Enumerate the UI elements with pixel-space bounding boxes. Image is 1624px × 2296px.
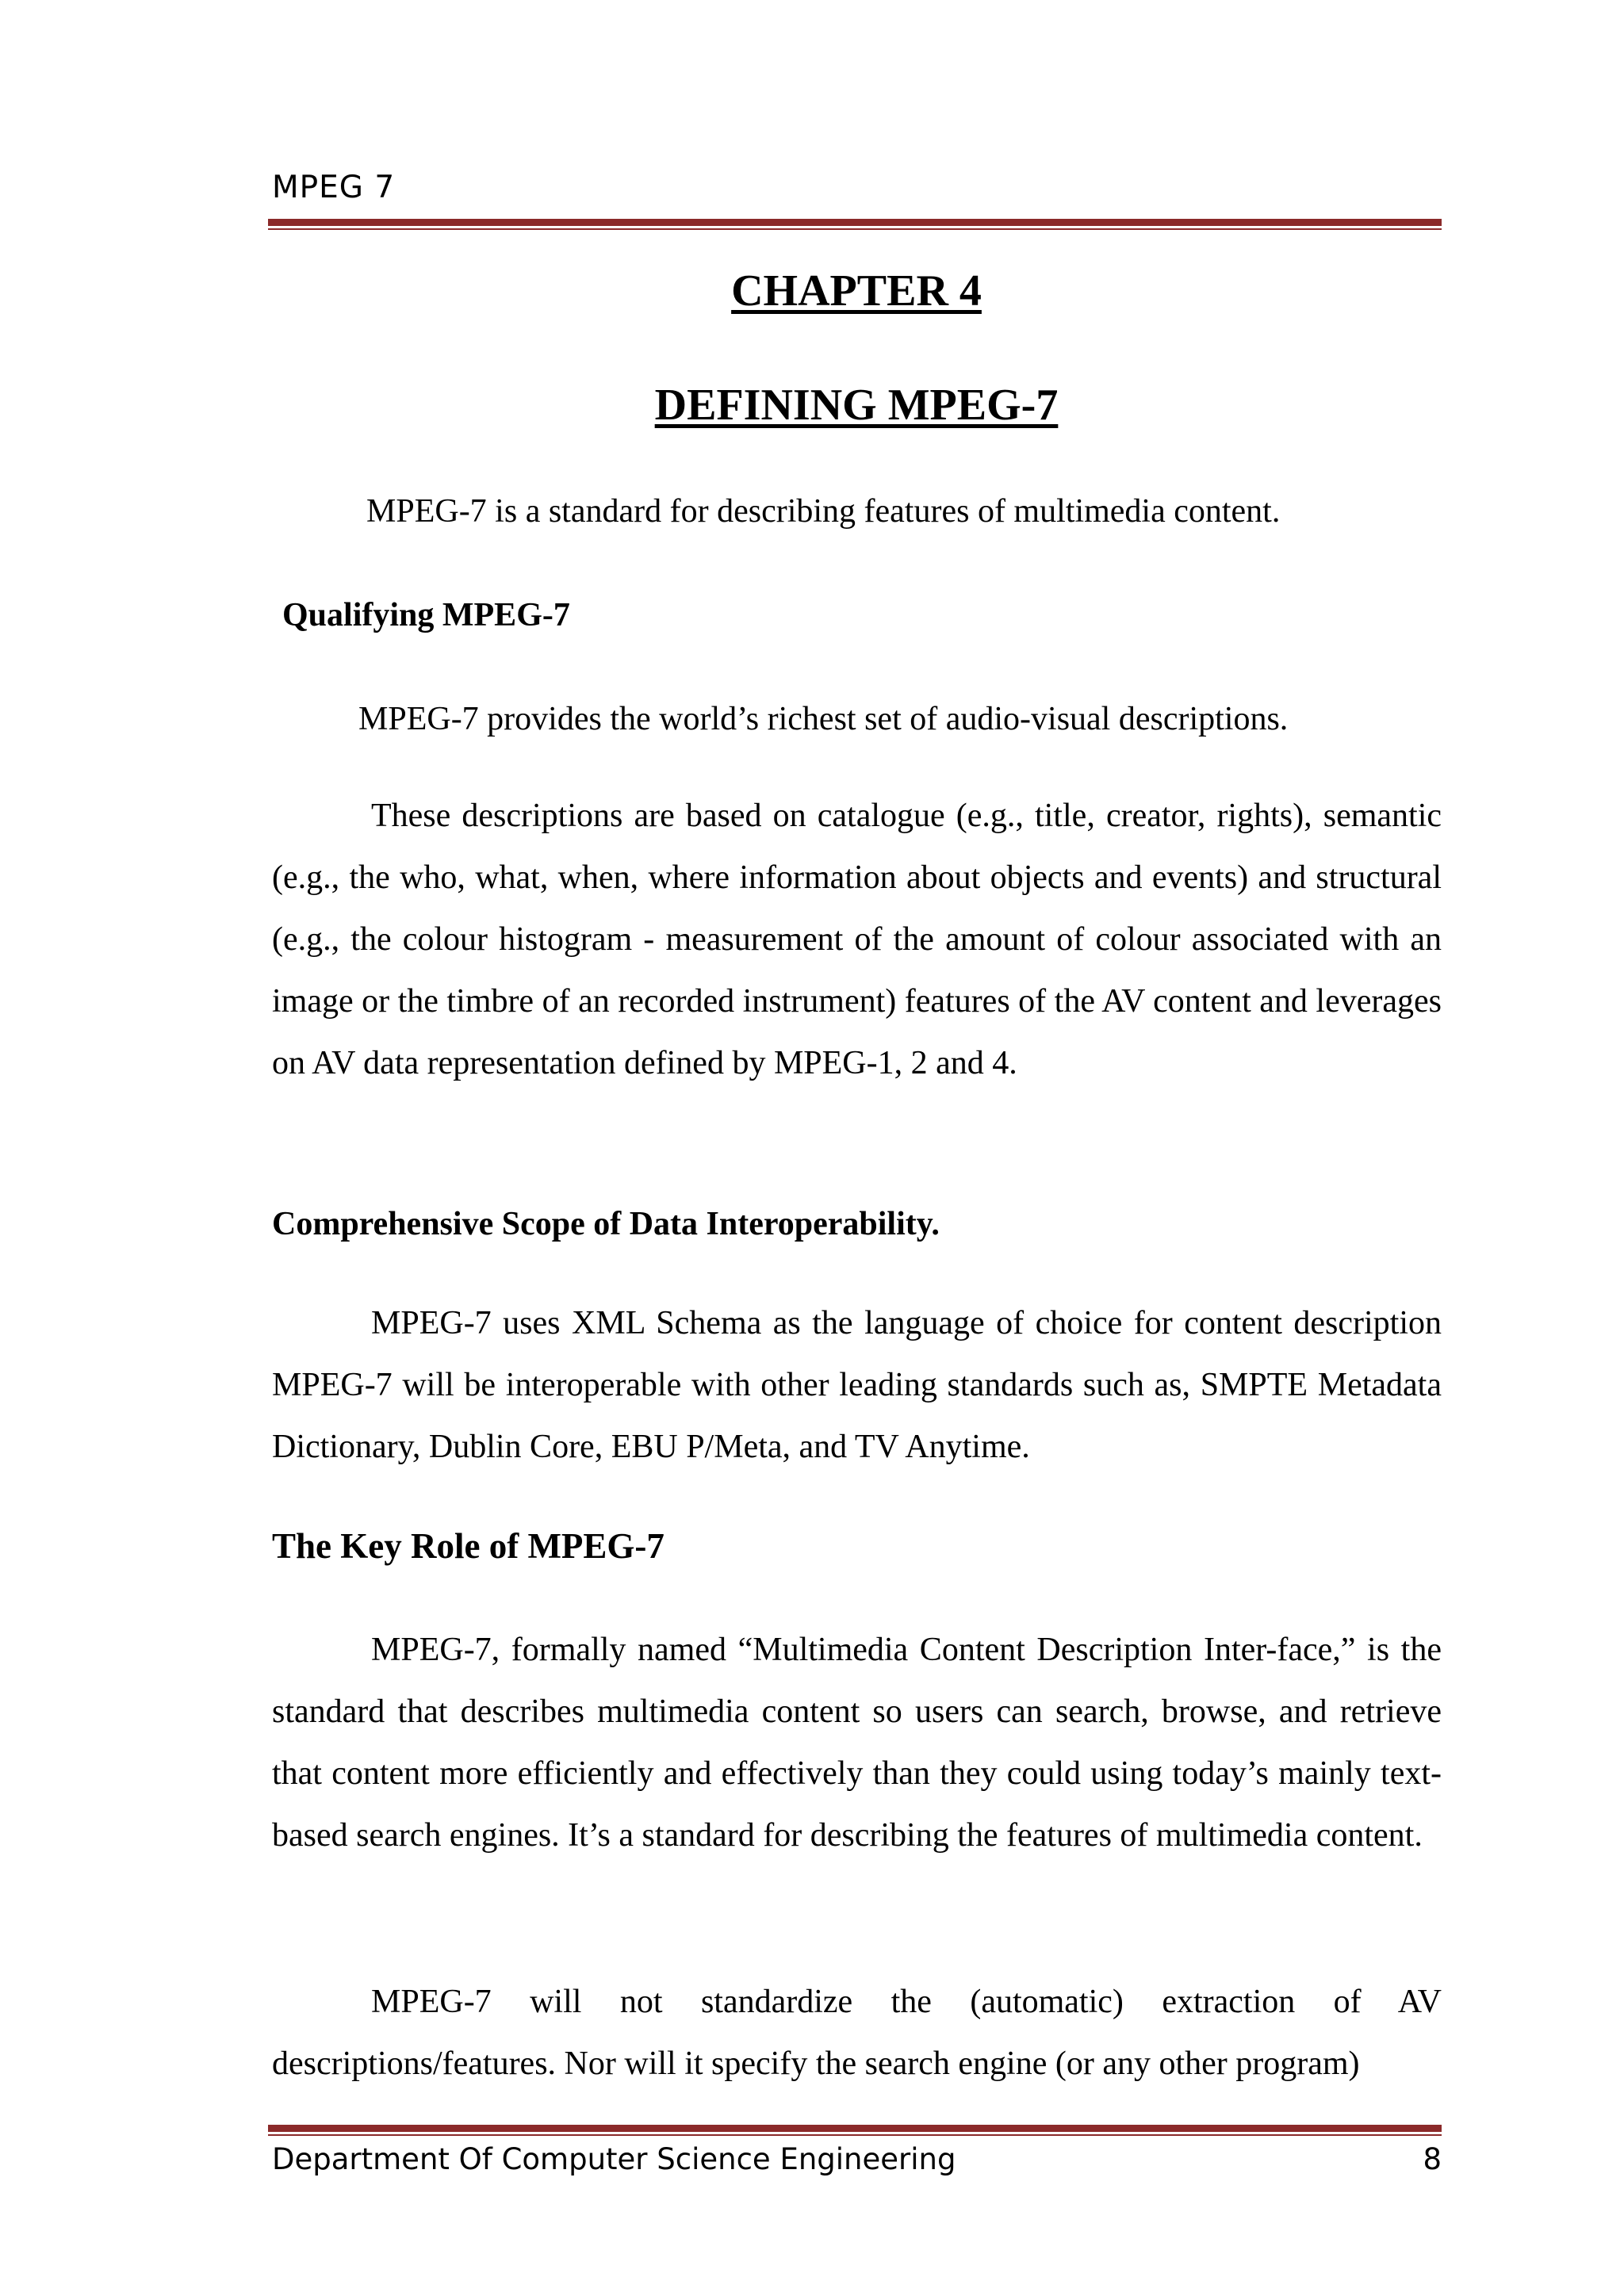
footer-rule — [268, 2125, 1442, 2136]
heading-qualifying: Qualifying MPEG-7 — [282, 597, 570, 633]
heading-scope: Comprehensive Scope of Data Interoperability. — [272, 1206, 940, 1242]
header-rule — [268, 219, 1442, 230]
key-role-paragraph-1: MPEG-7, formally named “Multimedia Content Description Inter-face,” is the standard that describes multimedia content so users can search, browse, and retrieve that content more efficiently and effectively than they could using today’s mainly text-based search engines. It’s a standard for describing the features of multimedia content. — [272, 1632, 1442, 1854]
chapter-number: CHAPTER 4 — [731, 266, 982, 316]
qualifying-paragraph: These descriptions are based on catalogue (e.g., title, creator, rights), semantic (e.g., the who, what, when, where information about objects and events) and structural (e.g., the colour histogram - measurement of the amount of colour associated with an image or the timbre of an recorded instrument) features of the AV content and leverages on AV data representation defined by MPEG-1, 2 and 4. — [272, 798, 1442, 1081]
heading-key-role: The Key Role of MPEG-7 — [272, 1526, 665, 1566]
intro-sentence: MPEG-7 is a standard for describing features of multimedia content. — [366, 493, 1281, 530]
running-header: MPEG 7 — [272, 170, 396, 205]
page-number: 8 — [1423, 2142, 1442, 2176]
chapter-title: DEFINING MPEG-7 — [654, 381, 1059, 430]
key-role-paragraph-2: MPEG-7 will not standardize the (automatic) extraction of AV descriptions/features. Nor will it specify the search engine (or any other program) — [272, 1984, 1442, 2082]
qualifying-lead: MPEG-7 provides the world’s richest set of audio-visual descriptions. — [358, 701, 1289, 737]
scope-paragraph: MPEG-7 uses XML Schema as the language of choice for content description MPEG-7 will be interoperable with other leading standards such as, SMPTE Metadata Dictionary, Dublin Core, EBU P/Meta, and TV Anytime. — [272, 1305, 1442, 1465]
footer-department: Department Of Computer Science Engineering — [272, 2142, 956, 2176]
